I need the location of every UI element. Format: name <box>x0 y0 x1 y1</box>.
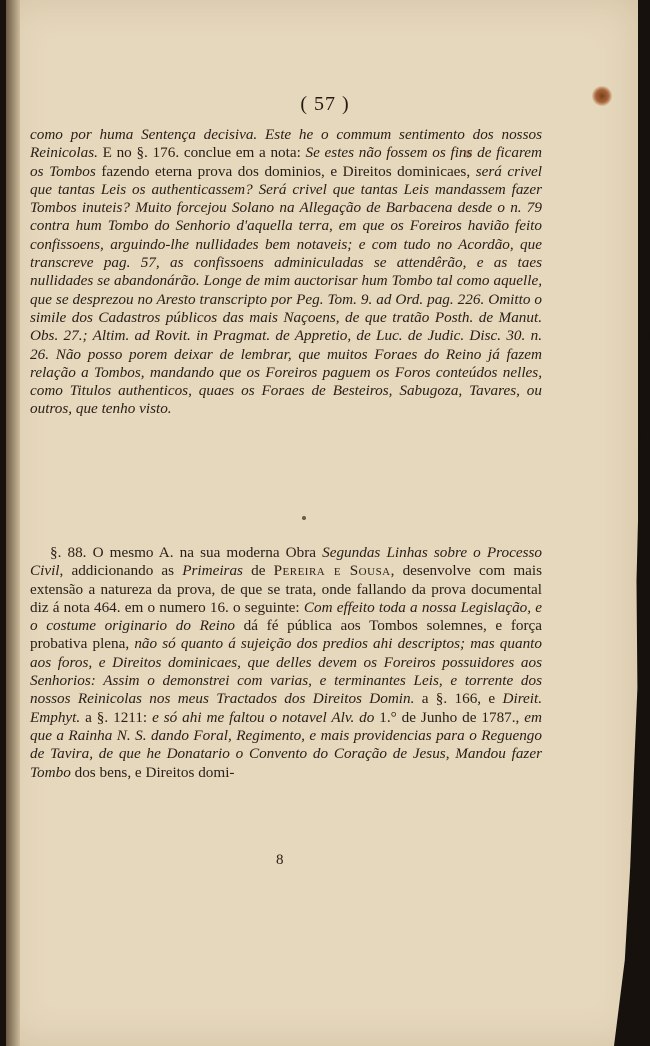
p1-s2: E no §. 176. conclue em a nota: <box>97 144 306 162</box>
p2-s15: 1.° de Junho de 1787., <box>374 708 525 726</box>
p2-s8: Com effeito toda a nossa Legislação, e o costume originario do Reino <box>30 598 542 635</box>
p2-s11: a §. 166, e <box>414 690 503 708</box>
p1-s3: Se estes não fossem os fins de ficarem os Tombos <box>30 144 542 180</box>
p2-s16: em que a Rainha N. S. dando Foral, Regimento, e mais providencias para o Reguengo de Tavira, de que he Donatario o Convento do Coração de Jesus, Mandou fazer Tombo <box>30 708 542 781</box>
p2-s14: e só ahi me faltou o notavel Alv. do <box>152 708 375 726</box>
p2-s12: Direit. Emphyt. <box>30 690 543 726</box>
p2-s9: dá fé pública aos Tombos solemnes, e força probativa plena, <box>30 617 543 653</box>
p1-s5: será crivel que tantas Leis os authenticassem? Será crivel que tantas Leis mandassem fazer Tombos inuteis? Muito forcejou Solano na Allegação de Barbacena desde o n. 79 contra hum Tombo do Senhorio d'aquella terra, em que os Foreiros havião feito confissoens, arguindo-lhe nullidades bem notaveis; e com tudo no Acordão, que transcreve pag. 57, as confissoens adminiculadas se attendêrão, e as taes nullidades se abandonárão. Longe de mim auctorisar hum Tombo tal como aquelle, que se desprezou no Aresto transcripto por Peg. Tom. 9. ad Ord. pag. 226. Omitto o simile dos Cadastros públicos das mais Naçoens, de que tratão Posth. de Manut. Obs. 27.; Altim. ad Rovit. in Pragmat. de Appretio, de Luc. de Judic. Disc. 30. n. 26. Não posso porem deixar de lembrar, que muitos Foraes do Reino já fazem relação a Tombos, mandando que os Foreiros paguem os Foros conteúdos nelles, como Titulos authenticos, quaes os Foraes de Besteiros, Sabugoza, Tavares, ou outros, que tenho visto. <box>30 162 542 418</box>
p1-s4: fazendo eterna prova dos dominios, e Direitos dominicaes, <box>95 162 476 180</box>
paragraph-1 <box>30 126 542 419</box>
p2-s5: de <box>242 562 274 580</box>
paragraph-2 <box>30 544 542 782</box>
p2-s7: , desenvolve com mais extensão a natureza da prova, de que se trata, onde fallando da prova documental diz á nota 464. em o numero 16. o seguinte: <box>30 562 542 616</box>
signature-mark: 8 <box>276 852 284 868</box>
p1-s1: como por huma Sentença decisiva. Este he o commum sentimento dos nossos Reinicolas. <box>30 126 542 162</box>
p2-s1: §. 88. O mesmo A. na sua moderna Obra <box>50 544 323 561</box>
binding-gutter <box>6 0 20 1046</box>
p2-s10: não só quanto á sujeição dos predios ahi descriptos; mas quanto aos foros, e Direitos dominicaes, que delles devem os Foreiros possuidores aos Senhorios: Assim o demonstrei com varias, e terminantes Leis, e torrente dos nossos Reinicolas nos meus Tractados dos Direitos Domin. <box>30 635 542 708</box>
p2-s13: a §. 1211: <box>80 708 153 726</box>
p2-s4: Primeiras <box>182 562 243 580</box>
p2-s6: Pereira e Sousa <box>273 562 391 580</box>
page-number: ( 57 ) <box>300 93 350 115</box>
ornament-dot <box>302 516 306 520</box>
p2-s2: Segundas Linhas sobre o Processo Civil <box>30 544 542 580</box>
p2-s17: dos bens, e Direitos domi- <box>70 763 235 781</box>
p2-s3: , addicionando as <box>59 562 183 580</box>
